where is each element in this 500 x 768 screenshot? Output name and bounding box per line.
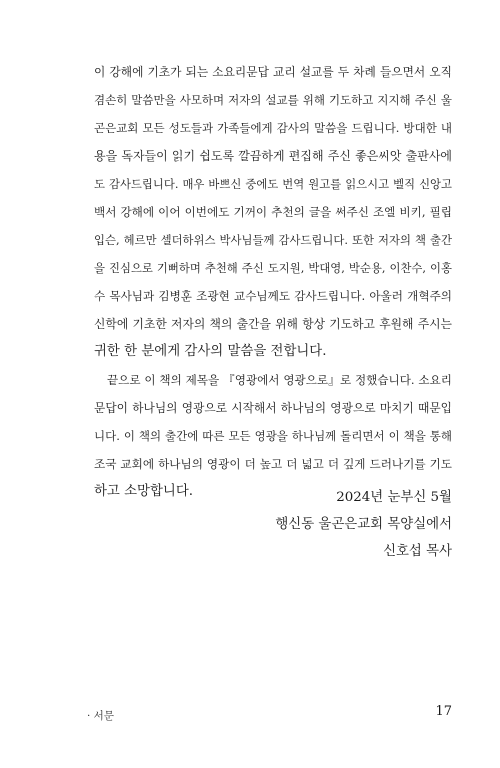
running-footer-section: · 서문 (87, 710, 114, 722)
text-line: 수 목사님과 김병훈 조광현 교수님께도 감사드립니다. 아울러 개혁주의 (94, 289, 452, 303)
text-line: 끝으로 이 책의 제목을 『영광에서 영광으로』로 정했습니다. 소요리 (107, 373, 452, 387)
text-line: 이 강해에 기초가 되는 소요리문답 교리 설교를 두 차례 들으면서 오직 (94, 65, 452, 79)
body-text (94, 58, 452, 506)
signature-block (275, 484, 452, 565)
text-line: 겸손히 말씀만을 사모하며 저자의 설교를 위해 기도하고 지지해 주신 울 (94, 93, 452, 107)
text-line: 입슨, 헤르만 셀더하위스 박사님들께 감사드립니다. 또한 저자의 책 출간 (94, 233, 452, 247)
signature-author: 신호섭 목사 (383, 544, 452, 559)
text-line: 하고 소망합니다. (94, 484, 194, 499)
page-number: 17 (435, 704, 452, 719)
text-line: 귀한 한 분에게 감사의 말씀을 전합니다. (94, 344, 327, 359)
text-line: 니다. 이 책의 출간에 따른 모든 영광을 하나님께 돌리면서 이 책을 통해 (94, 429, 452, 443)
text-line: 도 감사드립니다. 매우 바쁘신 중에도 번역 원고를 읽으시고 벨직 신앙고 (94, 177, 452, 191)
text-line: 문답이 하나님의 영광으로 시작해서 하나님의 영광으로 마치기 때문입 (94, 401, 452, 415)
signature-place: 행신동 울곤은교회 목양실에서 (275, 517, 452, 532)
paragraph-acknowledgements (94, 58, 452, 366)
signature-date: 2024년 눈부신 5월 (336, 490, 452, 505)
text-line: 조국 교회에 하나님의 영광이 더 높고 더 넓고 더 깊게 드러나기를 기도 (94, 457, 452, 471)
text-line: 곤은교회 모든 성도들과 가족들에게 감사의 말씀을 드립니다. 방대한 내 (94, 121, 452, 135)
text-line: 용을 독자들이 읽기 쉽도록 깔끔하게 편집해 주신 좋은씨앗 출판사에 (94, 149, 452, 163)
text-line: 백서 강해에 이어 이번에도 기꺼이 추천의 글을 써주신 조엘 비키, 필립 (94, 205, 452, 219)
text-line: 을 진심으로 기뻐하며 추천해 주신 도지원, 박대영, 박순용, 이찬수, 이홍 (94, 261, 452, 275)
text-line: 신학에 기초한 저자의 책의 출간을 위해 항상 기도하고 후원해 주시는 (94, 317, 452, 331)
